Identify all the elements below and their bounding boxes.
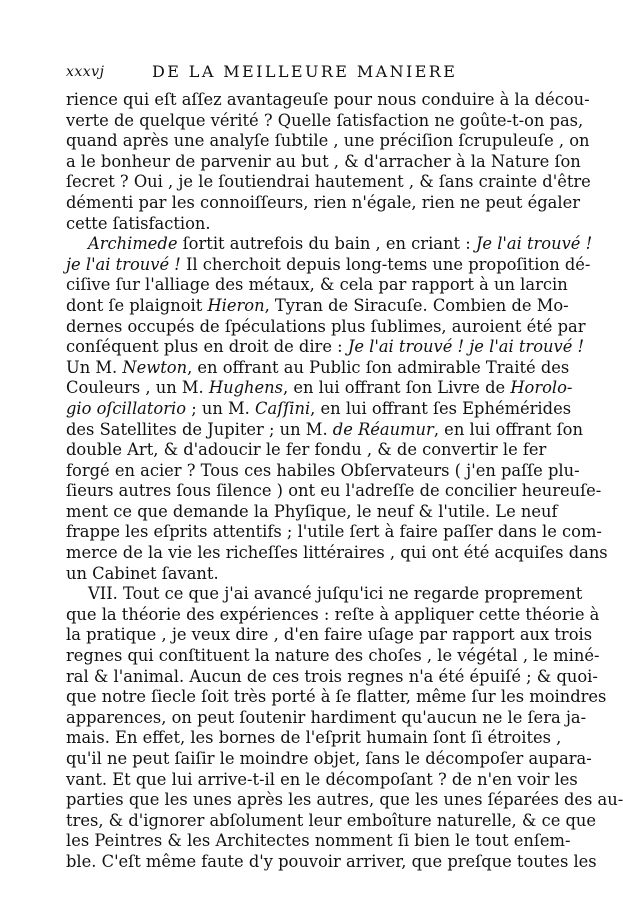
text-line — [66, 316, 586, 338]
text-segment: dont ſe plaignoit — [66, 295, 208, 315]
text-segment: ſortit autrefois du bain , en criant : — [177, 234, 476, 254]
text-segment: les Peintres & les Architectes nomment ſi bien le tout enſem- — [66, 831, 571, 851]
text-line — [66, 295, 569, 317]
text-line — [66, 481, 602, 502]
text-segment: frappe les eſprits attentifs ; l'utile ſert à faire paſſer dans le com- — [66, 522, 602, 542]
text-line — [66, 440, 547, 461]
text-segment: Il cherchoit depuis long-tems une propoſition dé- — [180, 254, 591, 274]
text-line — [66, 110, 584, 132]
text-segment: ciſive ſur l'alliage des métaux, & cela par rapport à un larcin — [66, 275, 568, 295]
italic-text: Hughens — [208, 378, 283, 398]
text-segment: qu'il ne peut ſaiſir le moindre objet, ſans le décompoſer aupara- — [66, 749, 592, 768]
text-line — [66, 790, 623, 811]
text-line — [66, 707, 587, 729]
text-line — [66, 254, 591, 276]
text-segment: mais. En effet, les bornes de l'eſprit humain ſont ſi étroites , — [66, 728, 562, 748]
text-segment: quand après une analyſe ſubtile , une préciſion ſcrupuleuſe , on — [66, 131, 590, 151]
text-line — [66, 687, 607, 708]
text-segment: verte de quelque vérité ? Quelle ſatisfaction ne goûte-t-on pas, — [66, 110, 584, 130]
text-line — [66, 501, 558, 523]
text-line — [66, 151, 581, 173]
text-segment: ble. C'eſt même faute d'y pouvoir arriver, que preſque toutes les — [66, 851, 597, 871]
text-segment: a le bonheur de parvenir au but , & d'arracher à la Nature ſon — [66, 151, 581, 171]
text-line — [66, 604, 600, 626]
text-line — [66, 666, 598, 688]
italic-text: gio oſcillatorio — [66, 398, 187, 418]
text-line — [66, 398, 572, 420]
text-segment: forgé en acier ? Tous ces habiles Obſervateurs ( j'en paſſe plu- — [66, 460, 580, 480]
text-line — [66, 769, 578, 791]
text-line — [66, 419, 583, 441]
text-line — [66, 564, 542, 585]
text-line — [66, 234, 593, 255]
text-line — [66, 543, 608, 564]
text-line — [66, 192, 581, 214]
text-segment: ral & l'animal. Aucun de ces trois regnes n'a été épuiſé ; & quoi- — [66, 666, 598, 686]
text-segment: regnes qui conſtituent la nature des choſes , le végétal , le miné- — [66, 646, 600, 666]
italic-text: Je l'ai trouvé ! — [475, 234, 593, 254]
text-line — [66, 831, 571, 852]
text-segment: ſieurs autres ſous ſilence ) ont eu l'adreſſe de concilier heureuſe- — [66, 481, 602, 501]
text-segment: ſecret ? Oui , je le ſoutiendrai hautement , & ſans crainte d'être — [66, 172, 591, 192]
italic-text: Hieron — [207, 295, 265, 315]
text-segment: que la théorie des expériences : reſte à appliquer cette théorie à — [66, 604, 600, 624]
page-number: xxxvj — [66, 64, 105, 80]
text-line — [66, 131, 590, 152]
italic-text: je l'ai trouvé ! — [66, 254, 181, 274]
text-segment: tres, & d'ignorer abſolument leur emboîture naturelle, & ce que — [66, 810, 597, 830]
body-text — [66, 90, 623, 873]
text-segment: ment ce que demande la Phyſique, le neuf & l'utile. Le neuf — [66, 501, 558, 521]
italic-text: Caſſini — [255, 398, 311, 418]
text-line — [66, 90, 590, 111]
text-segment: parties que les unes après les autres, que les unes ſéparées des au- — [66, 790, 623, 810]
text-segment: , en lui offrant ſon — [433, 419, 583, 439]
text-line — [66, 357, 570, 379]
text-line — [66, 214, 542, 235]
text-line — [66, 522, 602, 543]
text-segment: VII. Tout ce que j'ai avancé juſqu'ici ne regarde proprement — [88, 584, 583, 604]
italic-text: de Réaumur — [332, 419, 434, 439]
text-line — [66, 810, 597, 832]
text-line — [66, 275, 568, 296]
text-segment: ; un M. — [186, 398, 256, 418]
text-segment: , en lui offrant ſes Ephémérides — [310, 398, 572, 418]
text-line — [66, 625, 593, 646]
text-line — [66, 851, 597, 873]
text-segment: , en offrant au Public ſon admirable Traité des — [187, 357, 570, 377]
text-line — [66, 749, 592, 770]
text-line — [66, 460, 580, 482]
text-segment: vant. Et que lui arrive-t-il en le décompoſant ? de n'en voir les — [66, 769, 578, 789]
text-segment: merce de la vie les richeſſes littéraires , qui ont été acquiſes dans — [66, 543, 608, 563]
text-segment: dernes occupés de ſpéculations plus ſublimes, auroient été par — [66, 316, 586, 336]
text-line — [66, 728, 562, 749]
text-line — [66, 646, 600, 667]
text-line — [66, 378, 573, 399]
text-segment: cette ſatisfaction. — [66, 213, 211, 233]
text-segment: , Tyran de Siracuſe. Combien de Mo- — [264, 295, 569, 315]
text-segment: Un M. — [66, 357, 123, 377]
text-segment: des Satellites de Jupiter ; un M. — [66, 419, 333, 439]
text-line — [66, 337, 585, 358]
text-segment: que notre ſiecle ſoit très porté à ſe flatter, même ſur les moindres — [66, 687, 607, 707]
italic-text: Horolo- — [510, 378, 573, 398]
text-segment: un Cabinet ſavant. — [66, 563, 219, 583]
text-line — [66, 584, 583, 605]
text-segment: double Art, & d'adoucir le fer fondu , & de convertir le fer — [66, 440, 547, 460]
text-line — [66, 172, 591, 193]
text-segment: apparences, on peut ſoutenir hardiment qu'aucun ne le ſera ja- — [66, 707, 587, 727]
italic-text: Je l'ai trouvé ! je l'ai trouvé ! — [347, 337, 585, 357]
text-segment: démenti par les connoiſſeurs, rien n'égale, rien ne peut égaler — [66, 192, 581, 212]
italic-text: Archimede — [88, 234, 178, 254]
text-segment: la pratique , je veux dire , d'en faire uſage par rapport aux trois — [66, 625, 593, 645]
text-segment: , en lui offrant ſon Livre de — [282, 378, 511, 398]
text-segment: Couleurs , un M. — [66, 378, 209, 398]
text-segment: rience qui eſt aſſez avantageuſe pour nous conduire à la décou- — [66, 90, 590, 109]
running-header — [66, 62, 542, 86]
running-title: DE LA MEILLEURE MANIERE — [152, 62, 458, 81]
italic-text: Newton — [122, 357, 188, 377]
text-segment: conſéquent plus en droit de dire : — [66, 337, 348, 357]
